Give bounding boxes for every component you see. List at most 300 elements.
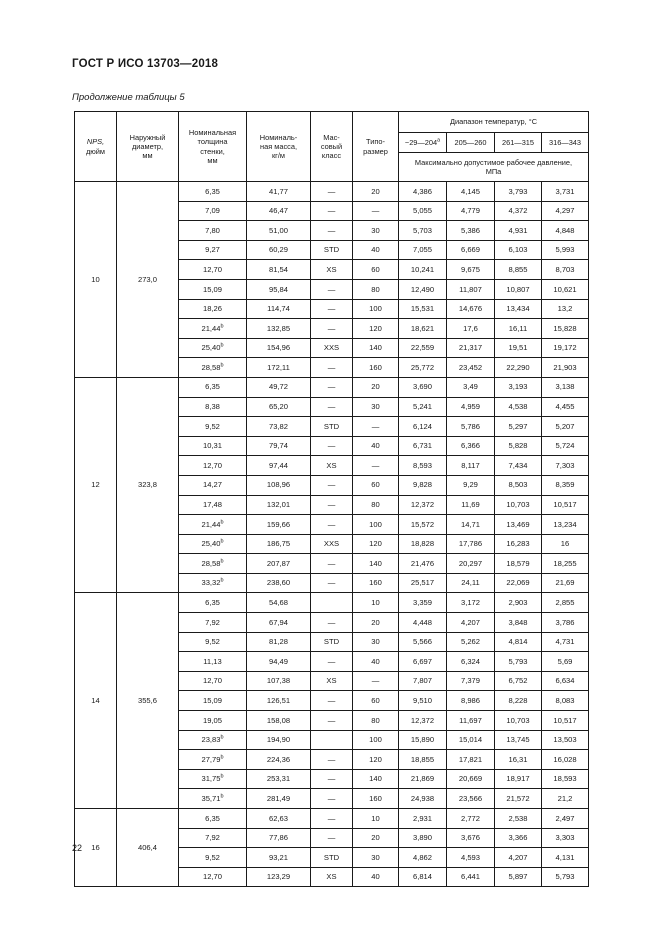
footnote-marker: b [220,577,224,584]
cell-pressure-0: 12,372 [399,495,447,515]
cell-nominal-mass: 41,77 [247,182,311,202]
cell-nominal-mass: 126,51 [247,691,311,711]
cell-pressure-2: 10,703 [495,711,542,731]
cell-pressure-3: 21,69 [542,573,589,593]
cell-pressure-2: 10,703 [495,495,542,515]
cell-size-type: 120 [353,534,399,554]
cell-pressure-2: 16,283 [495,534,542,554]
cell-pressure-2: 5,828 [495,436,542,456]
cell-size-type: — [353,417,399,437]
cell-pressure-3: 2,497 [542,809,589,829]
header-nps-line2: дюйм [85,146,106,156]
table-body [75,182,589,887]
cell-pressure-3: 7,303 [542,456,589,476]
header-nm-line3: кг/м [271,151,286,161]
cell-pressure-2: 3,366 [495,828,542,848]
cell-nominal-thickness: 6,35 [179,182,247,202]
cell-pressure-1: 7,379 [447,671,495,691]
cell-nps: 14 [75,593,117,809]
cell-nominal-mass: 79,74 [247,436,311,456]
cell-pressure-0: 5,241 [399,397,447,417]
cell-mass-class: — [311,652,353,672]
cell-mass-class: — [311,769,353,789]
cell-mass-class: XS [311,456,353,476]
cell-mass-class: — [311,358,353,378]
cell-pressure-1: 17,6 [447,319,495,339]
cell-mass-class: — [311,750,353,770]
header-nps-line1: NPS, [86,137,105,147]
header-pressure-subtitle [399,153,589,182]
cell-pressure-2: 5,297 [495,417,542,437]
cell-mass-class: — [311,789,353,809]
cell-pressure-0: 18,621 [399,319,447,339]
cell-pressure-1: 23,566 [447,789,495,809]
footnote-marker: b [220,519,224,526]
cell-nominal-thickness: 27,79$^b$ [179,750,247,770]
cell-nominal-mass: 114,74 [247,299,311,319]
cell-nominal-mass: 95,84 [247,279,311,299]
cell-pressure-3: 16 [542,534,589,554]
header-od-line1: Наружный [129,132,166,142]
standard-header: ГОСТ Р ИСО 13703—2018 [72,58,219,70]
header-size-type [353,112,399,182]
cell-nominal-mass: 172,11 [247,358,311,378]
cell-pressure-2: 22,290 [495,358,542,378]
cell-nominal-thickness: 12,70 [179,456,247,476]
cell-nominal-thickness: 31,75$^b$ [179,769,247,789]
cell-nominal-mass: 253,31 [247,769,311,789]
cell-pressure-2: 6,752 [495,671,542,691]
cell-mass-class: — [311,828,353,848]
cell-size-type: 30 [353,848,399,868]
cell-size-type: 60 [353,260,399,280]
header-temp-col-0-footnote: a [437,137,441,144]
cell-pressure-1: 6,324 [447,652,495,672]
cell-pressure-3: 5,207 [542,417,589,437]
cell-size-type: 60 [353,475,399,495]
header-nt-line1: Номинальная [188,128,237,137]
header-mass-class [311,112,353,182]
cell-pressure-0: 15,572 [399,515,447,535]
cell-nominal-thickness: 9,27 [179,240,247,260]
cell-nominal-mass: 108,96 [247,475,311,495]
cell-nominal-mass: 194,90 [247,730,311,750]
cell-nps: 10 [75,182,117,378]
header-od-line3: мм [142,151,153,161]
table-caption: Продолжение таблицы 5 [72,92,185,103]
cell-pressure-0: 5,566 [399,632,447,652]
cell-nominal-thickness: 7,09 [179,201,247,221]
header-temp-col-0-label: −29—204 [404,137,438,147]
cell-pressure-1: 3,676 [447,828,495,848]
cell-mass-class: — [311,573,353,593]
cell-pressure-3: 16,028 [542,750,589,770]
cell-pressure-1: 11,697 [447,711,495,731]
cell-pressure-0: 4,386 [399,182,447,202]
cell-pressure-1: 4,207 [447,613,495,633]
cell-size-type: 80 [353,711,399,731]
cell-nominal-mass: 49,72 [247,377,311,397]
cell-nominal-mass: 73,82 [247,417,311,437]
cell-pressure-3: 2,855 [542,593,589,613]
cell-size-type: 10 [353,809,399,829]
header-temp-col-2: 261—315 [495,133,542,153]
cell-nominal-mass: 159,66 [247,515,311,535]
cell-pressure-1: 5,786 [447,417,495,437]
cell-size-type: 160 [353,789,399,809]
cell-pressure-3: 4,131 [542,848,589,868]
cell-pressure-3: 21,2 [542,789,589,809]
cell-pressure-0: 6,697 [399,652,447,672]
cell-mass-class: — [311,201,353,221]
cell-pressure-1: 17,786 [447,534,495,554]
cell-pressure-0: 18,855 [399,750,447,770]
cell-nominal-mass: 207,87 [247,554,311,574]
cell-mass-class: — [311,319,353,339]
cell-pressure-3: 6,634 [542,671,589,691]
cell-pressure-0: 15,890 [399,730,447,750]
cell-pressure-1: 14,676 [447,299,495,319]
cell-nominal-thickness: 23,83$^b$ [179,730,247,750]
header-nominal-thickness [179,112,247,182]
table-row [75,809,589,829]
cell-pressure-1: 8,117 [447,456,495,476]
cell-pressure-3: 4,848 [542,221,589,241]
cell-pressure-1: 24,11 [447,573,495,593]
cell-pressure-1: 9,29 [447,475,495,495]
cell-pressure-2: 8,503 [495,475,542,495]
cell-nominal-thickness: 12,70 [179,260,247,280]
cell-outer-diameter: 323,8 [117,377,179,593]
cell-nominal-mass: 224,36 [247,750,311,770]
cell-outer-diameter: 355,6 [117,593,179,809]
cell-nominal-mass: 94,49 [247,652,311,672]
footnote-marker: b [220,734,224,741]
footnote-marker: b [220,342,224,349]
cell-size-type: 140 [353,554,399,574]
cell-nominal-mass: 238,60 [247,573,311,593]
cell-nominal-thickness: 6,35 [179,377,247,397]
cell-pressure-2: 5,897 [495,867,542,887]
cell-nominal-mass: 281,49 [247,789,311,809]
pipe-specification-table [74,111,589,887]
cell-nominal-mass: 132,85 [247,319,311,339]
header-temp-col-3: 316—343 [542,133,589,153]
cell-mass-class: — [311,299,353,319]
cell-nominal-mass: 54,68 [247,593,311,613]
page-number: 22 [72,843,83,853]
header-st-line2: размер [363,146,388,156]
cell-size-type: 60 [353,691,399,711]
cell-outer-diameter: 273,0 [117,182,179,378]
cell-nominal-thickness: 12,70 [179,671,247,691]
cell-pressure-1: 4,593 [447,848,495,868]
cell-nominal-thickness: 33,32$^b$ [179,573,247,593]
cell-pressure-1: 9,675 [447,260,495,280]
cell-nominal-mass: 81,54 [247,260,311,280]
cell-pressure-3: 10,517 [542,711,589,731]
cell-nominal-thickness: 8,38 [179,397,247,417]
cell-pressure-1: 17,821 [447,750,495,770]
cell-pressure-2: 13,469 [495,515,542,535]
header-temp-col-1: 205—260 [447,133,495,153]
table-row [75,593,589,613]
cell-nominal-mass: 107,38 [247,671,311,691]
cell-nominal-mass: 67,94 [247,613,311,633]
cell-pressure-3: 10,621 [542,279,589,299]
cell-pressure-0: 5,703 [399,221,447,241]
cell-pressure-3: 4,731 [542,632,589,652]
cell-pressure-0: 12,490 [399,279,447,299]
cell-pressure-2: 8,855 [495,260,542,280]
cell-pressure-2: 16,11 [495,319,542,339]
header-od-line2: диаметр, [131,141,164,151]
cell-pressure-2: 13,434 [495,299,542,319]
cell-size-type: 30 [353,221,399,241]
cell-pressure-2: 5,793 [495,652,542,672]
cell-nominal-thickness: 18,26 [179,299,247,319]
cell-pressure-3: 5,793 [542,867,589,887]
cell-nominal-thickness: 25,40$^b$ [179,338,247,358]
header-mc-line2: совый [320,141,343,151]
cell-pressure-0: 3,359 [399,593,447,613]
cell-pressure-3: 4,297 [542,201,589,221]
cell-mass-class: — [311,279,353,299]
cell-pressure-2: 4,372 [495,201,542,221]
cell-size-type: 160 [353,573,399,593]
cell-nominal-thickness: 6,35 [179,593,247,613]
cell-pressure-2: 18,917 [495,769,542,789]
cell-size-type: 40 [353,436,399,456]
header-nominal-mass [247,112,311,182]
cell-pressure-2: 21,572 [495,789,542,809]
cell-size-type: 30 [353,632,399,652]
cell-pressure-0: 5,055 [399,201,447,221]
cell-pressure-1: 5,386 [447,221,495,241]
cell-size-type: 160 [353,358,399,378]
cell-pressure-1: 6,366 [447,436,495,456]
cell-nominal-thickness: 21,44$^b$ [179,319,247,339]
cell-mass-class: STD [311,240,353,260]
cell-pressure-3: 3,303 [542,828,589,848]
cell-outer-diameter: 406,4 [117,809,179,887]
cell-mass-class: — [311,377,353,397]
cell-pressure-3: 13,2 [542,299,589,319]
cell-pressure-0: 9,510 [399,691,447,711]
cell-pressure-0: 21,869 [399,769,447,789]
cell-pressure-1: 4,145 [447,182,495,202]
cell-pressure-2: 3,848 [495,613,542,633]
cell-pressure-0: 3,690 [399,377,447,397]
cell-pressure-1: 5,262 [447,632,495,652]
cell-mass-class [311,593,353,613]
cell-pressure-3: 3,731 [542,182,589,202]
cell-mass-class: — [311,495,353,515]
cell-pressure-3: 8,359 [542,475,589,495]
cell-nominal-mass: 46,47 [247,201,311,221]
cell-nominal-mass: 97,44 [247,456,311,476]
cell-pressure-1: 11,69 [447,495,495,515]
cell-size-type: 100 [353,299,399,319]
cell-size-type: 140 [353,338,399,358]
cell-nominal-thickness: 9,52 [179,417,247,437]
cell-nominal-thickness: 28,58$^b$ [179,358,247,378]
cell-nominal-mass: 77,86 [247,828,311,848]
footnote-marker: b [220,362,224,369]
cell-nominal-thickness: 11,13 [179,652,247,672]
cell-mass-class: XS [311,671,353,691]
cell-mass-class: XS [311,260,353,280]
table-row [75,182,589,202]
cell-nominal-thickness: 10,31 [179,436,247,456]
cell-mass-class: — [311,554,353,574]
footnote-marker: b [220,323,224,330]
cell-pressure-2: 18,579 [495,554,542,574]
cell-nominal-mass: 158,08 [247,711,311,731]
cell-mass-class: STD [311,632,353,652]
cell-pressure-1: 4,779 [447,201,495,221]
cell-nominal-thickness: 7,92 [179,828,247,848]
cell-nominal-mass: 154,96 [247,338,311,358]
cell-nominal-thickness: 14,27 [179,475,247,495]
cell-size-type: — [353,671,399,691]
cell-pressure-2: 7,434 [495,456,542,476]
cell-pressure-2: 2,538 [495,809,542,829]
cell-pressure-2: 4,207 [495,848,542,868]
cell-pressure-1: 20,297 [447,554,495,574]
cell-size-type: 80 [353,495,399,515]
cell-pressure-1: 6,669 [447,240,495,260]
footnote-marker: b [220,558,224,565]
cell-nominal-thickness: 7,80 [179,221,247,241]
cell-pressure-3: 18,593 [542,769,589,789]
cell-size-type: 40 [353,652,399,672]
cell-nominal-thickness: 35,71$^b$ [179,789,247,809]
cell-pressure-1: 3,49 [447,377,495,397]
cell-pressure-2: 4,538 [495,397,542,417]
cell-pressure-3: 13,503 [542,730,589,750]
cell-nominal-thickness: 7,92 [179,613,247,633]
cell-mass-class: — [311,613,353,633]
cell-pressure-1: 11,807 [447,279,495,299]
header-nt-line4: мм [207,155,218,165]
cell-pressure-3: 8,083 [542,691,589,711]
cell-mass-class: — [311,221,353,241]
cell-pressure-0: 15,531 [399,299,447,319]
cell-size-type: 140 [353,769,399,789]
cell-nominal-thickness: 9,52 [179,632,247,652]
cell-mass-class [311,730,353,750]
cell-pressure-0: 12,372 [399,711,447,731]
cell-pressure-3: 13,234 [542,515,589,535]
cell-size-type: 100 [353,730,399,750]
cell-pressure-1: 8,986 [447,691,495,711]
table-row [75,377,589,397]
header-pressure-line2: МПа [485,167,502,176]
header-mc-line1: Мас- [323,132,340,142]
cell-pressure-1: 2,772 [447,809,495,829]
footnote-marker: b [220,793,224,800]
cell-pressure-3: 21,903 [542,358,589,378]
cell-size-type: 20 [353,377,399,397]
cell-pressure-0: 10,241 [399,260,447,280]
cell-pressure-1: 23,452 [447,358,495,378]
cell-pressure-0: 2,931 [399,809,447,829]
cell-nominal-mass: 123,29 [247,867,311,887]
cell-nominal-thickness: 17,48 [179,495,247,515]
cell-pressure-3: 4,455 [542,397,589,417]
cell-pressure-0: 3,890 [399,828,447,848]
cell-pressure-3: 10,517 [542,495,589,515]
cell-pressure-0: 6,814 [399,867,447,887]
cell-pressure-2: 6,103 [495,240,542,260]
cell-pressure-1: 15,014 [447,730,495,750]
cell-pressure-3: 15,828 [542,319,589,339]
cell-pressure-0: 22,559 [399,338,447,358]
cell-mass-class: — [311,397,353,417]
cell-size-type: — [353,201,399,221]
header-nt-line3: стенки, [200,146,225,156]
cell-pressure-0: 25,517 [399,573,447,593]
cell-pressure-3: 5,993 [542,240,589,260]
cell-pressure-1: 3,172 [447,593,495,613]
cell-nominal-thickness: 6,35 [179,809,247,829]
cell-size-type: 80 [353,279,399,299]
cell-size-type: 40 [353,240,399,260]
header-outer-diameter [117,112,179,182]
header-nps [75,112,117,182]
cell-nominal-mass: 81,28 [247,632,311,652]
table-header [75,112,589,182]
cell-pressure-2: 4,814 [495,632,542,652]
footnote-marker: b [220,538,224,545]
cell-pressure-0: 7,055 [399,240,447,260]
cell-pressure-3: 19,172 [542,338,589,358]
header-temperature-range: Диапазон температур, °C [399,112,589,133]
cell-pressure-1: 4,959 [447,397,495,417]
cell-nominal-thickness: 19,05 [179,711,247,731]
cell-pressure-2: 3,193 [495,377,542,397]
cell-pressure-1: 21,317 [447,338,495,358]
cell-pressure-0: 18,828 [399,534,447,554]
cell-nominal-mass: 132,01 [247,495,311,515]
header-nt-line2: толщина [197,137,228,147]
cell-pressure-2: 19,51 [495,338,542,358]
cell-mass-class: — [311,809,353,829]
cell-pressure-1: 20,669 [447,769,495,789]
cell-pressure-0: 4,448 [399,613,447,633]
cell-nominal-thickness: 25,40$^b$ [179,534,247,554]
cell-pressure-0: 6,731 [399,436,447,456]
header-nm-line1: Номиналь- [259,132,298,142]
cell-mass-class: STD [311,417,353,437]
cell-nominal-mass: 51,00 [247,221,311,241]
cell-pressure-2: 8,228 [495,691,542,711]
cell-nominal-thickness: 9,52 [179,848,247,868]
header-mc-line3: класс [321,151,342,161]
cell-size-type: 20 [353,828,399,848]
cell-mass-class: — [311,182,353,202]
cell-mass-class: XXS [311,338,353,358]
cell-pressure-2: 2,903 [495,593,542,613]
cell-nominal-thickness: 15,09 [179,279,247,299]
cell-nps: 12 [75,377,117,593]
cell-nominal-mass: 93,21 [247,848,311,868]
cell-pressure-2: 13,745 [495,730,542,750]
cell-nominal-thickness: 12,70 [179,867,247,887]
cell-nominal-mass: 65,20 [247,397,311,417]
cell-nominal-mass: 186,75 [247,534,311,554]
